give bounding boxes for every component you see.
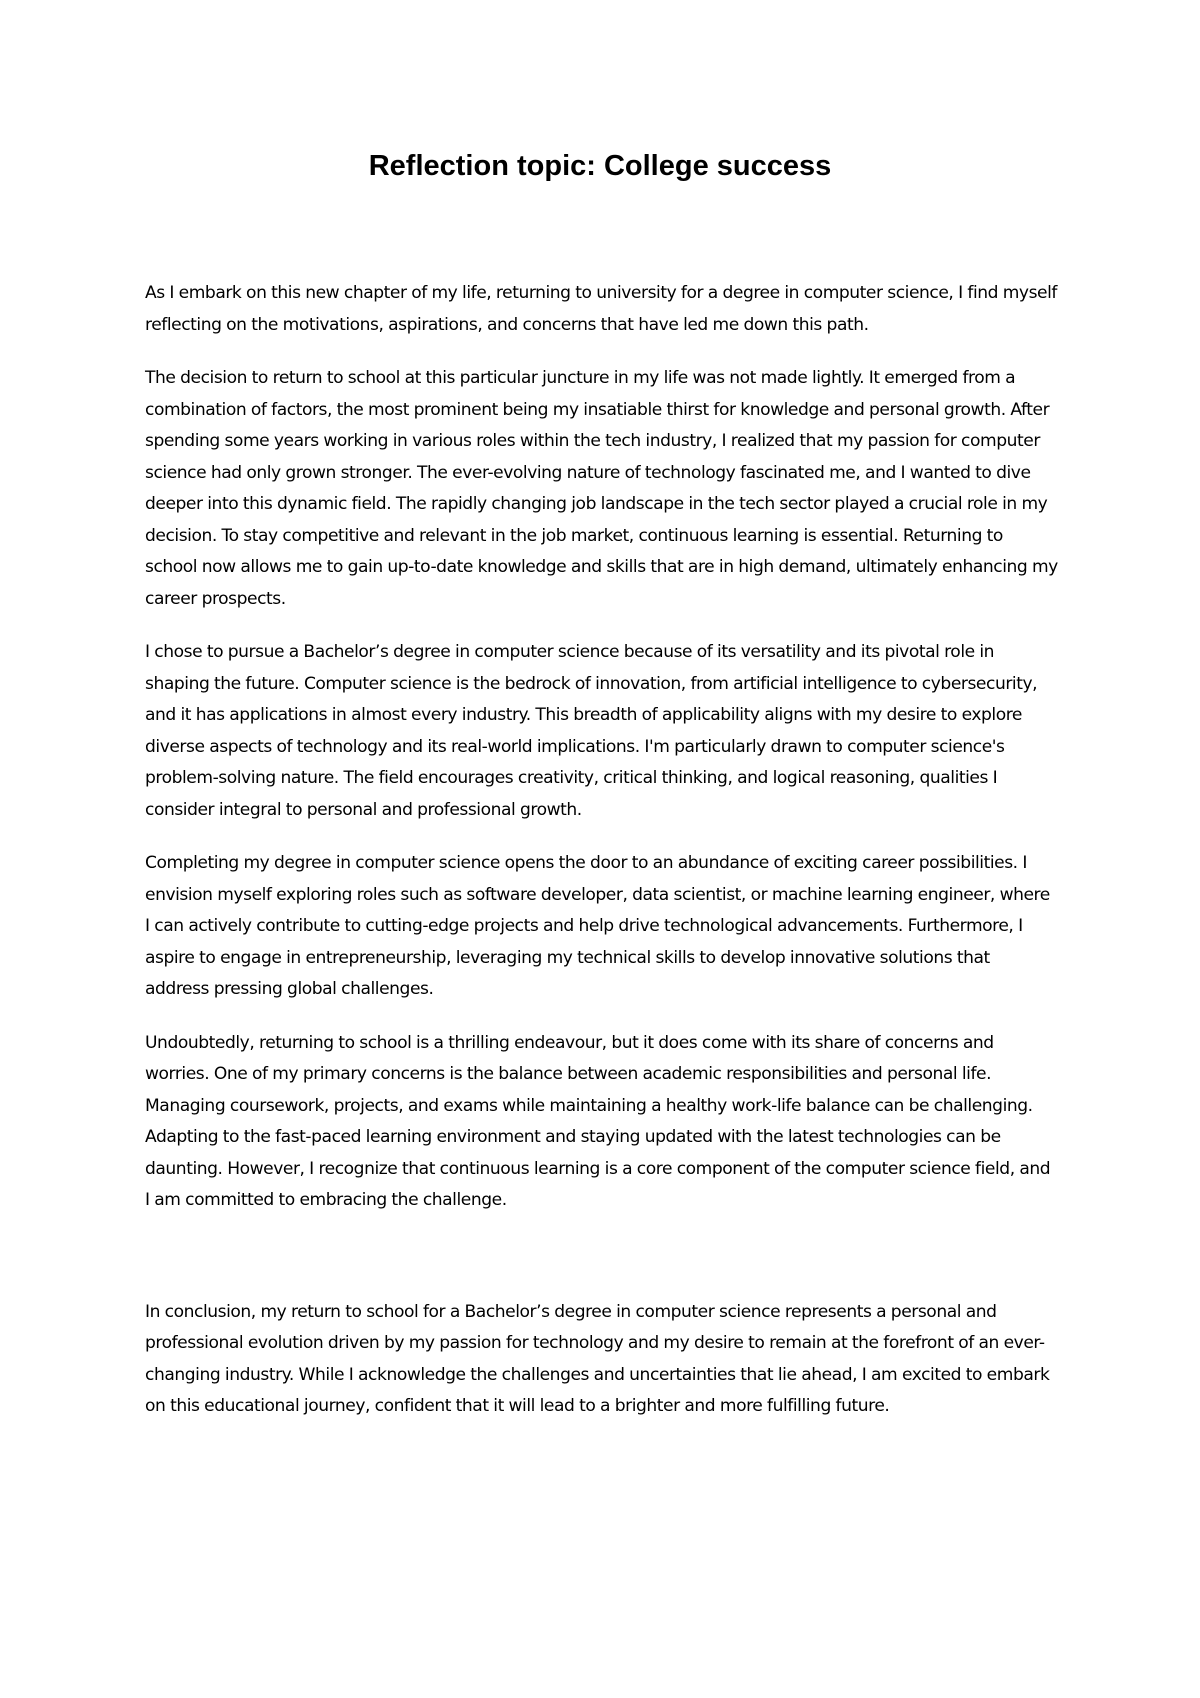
paragraph-concerns: Undoubtedly, returning to school is a thrilling endeavour, but it does come with its share of concerns and worries. One of my primary concerns is the balance between academic responsibilities and personal life. Managing coursework, projects, and exams while maintaining a healthy work-life balance can be challenging. Adapting to the fast-paced learning environment and staying updated with the latest technologies can be daunting. However, I recognize that continuous learning is a core component of the computer science field, and I am committed to embracing the challenge.: [145, 1032, 1051, 1210]
paragraph-conclusion: In conclusion, my return to school for a Bachelor’s degree in computer science represents a personal and professional evolution driven by my passion for technology and my desire to remain at the forefront of an ever-changing industry. While I acknowledge the challenges and uncertainties that lie ahead, I am excited to embark on this educational journey, confident that it will lead to a brighter and more fulfilling future.: [145, 1301, 1050, 1416]
paragraph-degree-choice: I chose to pursue a Bachelor’s degree in computer science because of its versatility and its pivotal role in shaping the future. Computer science is the bedrock of innovation, from artificial intelligence to cybersecurity, and it has applications in almost every industry. This breadth of applicability aligns with my desire to explore diverse aspects of technology and its real-world implications. I'm particularly drawn to computer science's problem-solving nature. The field encourages creativity, critical thinking, and logical reasoning, qualities I consider integral to personal and professional growth.: [145, 642, 1038, 820]
document-title: Reflection topic: College success: [368, 150, 832, 182]
paragraph-career: Completing my degree in computer science opens the door to an abundance of exciting career possibilities. I envision myself exploring roles such as software developer, data scientist, or machine learning engineer, where I can actively contribute to cutting-edge projects and help drive technological advancements. Furthermore, I aspire to engage in entrepreneurship, leveraging my technical skills to develop innovative solutions that address pressing global challenges.: [145, 853, 1050, 999]
document-body: [145, 278, 1058, 1445]
paragraph-decision: The decision to return to school at this particular juncture in my life was not made lightly. It emerged from a combination of factors, the most prominent being my insatiable thirst for knowledge and personal growth. After spending some years working in various roles within the tech industry, I realized that my passion for computer science had only grown stronger. The ever-evolving nature of technology fascinated me, and I wanted to dive deeper into this dynamic field. The rapidly changing job landscape in the tech sector played a crucial role in my decision. To stay competitive and relevant in the job market, continuous learning is essential. Returning to school now allows me to gain up-to-date knowledge and skills that are in high demand, ultimately enhancing my career prospects.: [145, 368, 1058, 609]
paragraph-intro: As I embark on this new chapter of my life, returning to university for a degree in computer science, I find myself reflecting on the motivations, aspirations, and concerns that have led me down this path.: [145, 283, 1057, 335]
